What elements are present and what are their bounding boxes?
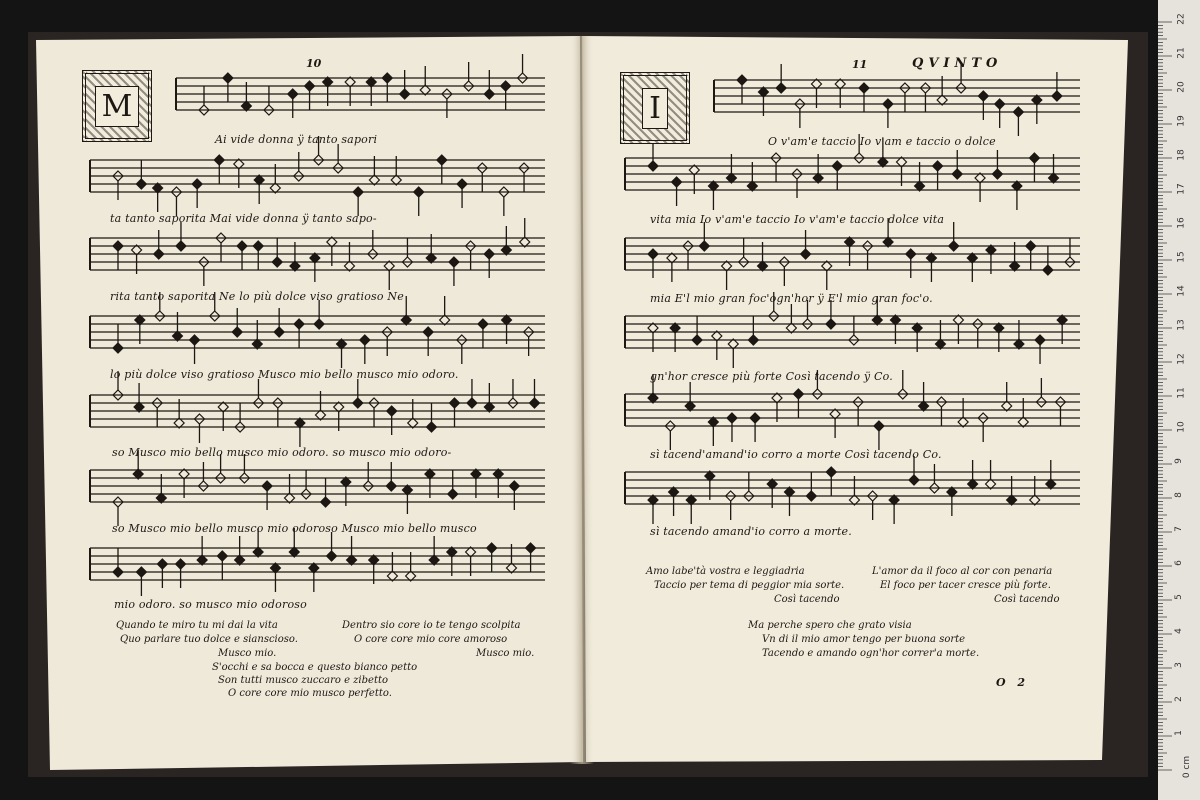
lyric-line: mia E'l mio gran foc'ogn'hor ÿ E'l mio gran foc'o. bbox=[650, 292, 933, 305]
ruler-label: 20 bbox=[1176, 81, 1187, 93]
verse-line: Dentro sio core io te tengo scolpita bbox=[342, 620, 521, 631]
verse-line: O core core mio musco perfetto. bbox=[228, 688, 392, 699]
verse-line: El foco per tacer cresce più forte. bbox=[880, 580, 1051, 591]
decorated-initial-right: I bbox=[620, 72, 690, 144]
ruler-label: 15 bbox=[1176, 251, 1187, 263]
signature-mark: O 2 bbox=[996, 676, 1030, 689]
verse-line: Ma perche spero che grato visia bbox=[748, 620, 912, 631]
verse-line: O core core mio core amoroso bbox=[354, 634, 508, 645]
page-gutter bbox=[570, 36, 594, 764]
lyric-line: mio odoro. so musco mio odoroso bbox=[114, 598, 307, 611]
lyric-line: ta tanto saporita Mai vide donna ÿ tanto sapo- bbox=[110, 212, 377, 225]
ruler-label: 21 bbox=[1176, 47, 1187, 59]
ruler-label: 4 bbox=[1173, 628, 1184, 634]
ruler-label: 1 bbox=[1173, 730, 1184, 736]
lyric-line: O v'am'e taccio Io v'am e taccio o dolce bbox=[768, 135, 996, 148]
lyric-line: sì tacendo amand'io corro a morte. bbox=[650, 525, 852, 538]
ruler-label: 2 bbox=[1173, 696, 1184, 702]
decorated-initial-left: M bbox=[82, 70, 152, 142]
verse-line: Musco mio. bbox=[218, 648, 277, 659]
lyric-line: rita tanto saporita Ne lo più dolce viso gratioso Ne bbox=[110, 290, 404, 303]
ruler-label: 6 bbox=[1173, 560, 1184, 566]
verse-line: Così tacendo bbox=[994, 594, 1060, 605]
ruler-label: 19 bbox=[1176, 115, 1187, 127]
ruler-label: 18 bbox=[1176, 149, 1187, 161]
page-number-right: 11 bbox=[852, 58, 868, 71]
lyric-line: lo più dolce viso gratioso Musco mio bello musco mio odoro. bbox=[110, 368, 459, 381]
ruler-label: 11 bbox=[1176, 387, 1187, 399]
ruler-label: 7 bbox=[1173, 526, 1184, 532]
lyric-line: sì tacend'amand'io corro a morte Così tacendo Co. bbox=[650, 448, 942, 461]
ruler-label: 0 cm bbox=[1182, 755, 1193, 779]
running-head: QVINTO bbox=[912, 56, 1003, 71]
verse-line: Quando te miro tu mi dai la vita bbox=[116, 620, 278, 631]
ruler-label: 8 bbox=[1173, 492, 1184, 498]
lyric-line: gn'hor cresce più forte Così tacendo ÿ Co. bbox=[650, 370, 893, 383]
ruler-label: 17 bbox=[1176, 183, 1187, 195]
ruler-label: 9 bbox=[1173, 458, 1184, 464]
verse-line: Son tutti musco zuccaro e zibetto bbox=[218, 675, 389, 686]
ruler-label: 13 bbox=[1176, 319, 1187, 331]
ruler-label: 3 bbox=[1173, 662, 1184, 668]
verse-line: Quo parlare tuo dolce e sianscioso. bbox=[120, 634, 298, 645]
verse-line: Tacendo e amando ogn'hor correr'a morte. bbox=[762, 648, 980, 659]
ruler-label: 12 bbox=[1176, 353, 1187, 365]
lyric-line: so Musco mio bello musco mio odoroso Musco mio bello musco bbox=[112, 522, 477, 535]
ruler-label: 22 bbox=[1176, 13, 1187, 25]
lyric-line: Ai vide donna ÿ tanto sapori bbox=[215, 133, 378, 146]
lyric-line: vita mia Io v'am'e taccio Io v'am'e taccio dolce vita bbox=[650, 213, 945, 226]
page-number-left: 10 bbox=[306, 57, 322, 70]
ruler-label: 14 bbox=[1176, 285, 1187, 297]
verse-line: Taccio per tema di peggior mia sorte. bbox=[654, 580, 845, 591]
verse-line: S'occhi e sa bocca e questo bianco petto bbox=[212, 662, 418, 673]
verse-line: Musco mio. bbox=[476, 648, 535, 659]
verse-line: Così tacendo bbox=[774, 594, 840, 605]
ruler-label: 5 bbox=[1173, 594, 1184, 600]
lyric-line: so Musco mio bello musco mio odoro. so musco mio odoro- bbox=[112, 446, 452, 459]
verse-line: Amo labe'tà vostra e leggiadria bbox=[646, 566, 805, 577]
ruler-label: 10 bbox=[1176, 421, 1187, 433]
ruler-label: 16 bbox=[1176, 217, 1187, 229]
verse-line: L'amor da il foco al cor con penaria bbox=[872, 566, 1053, 577]
verse-line: Vn di il mio amor tengo per buona sorte bbox=[762, 634, 966, 645]
